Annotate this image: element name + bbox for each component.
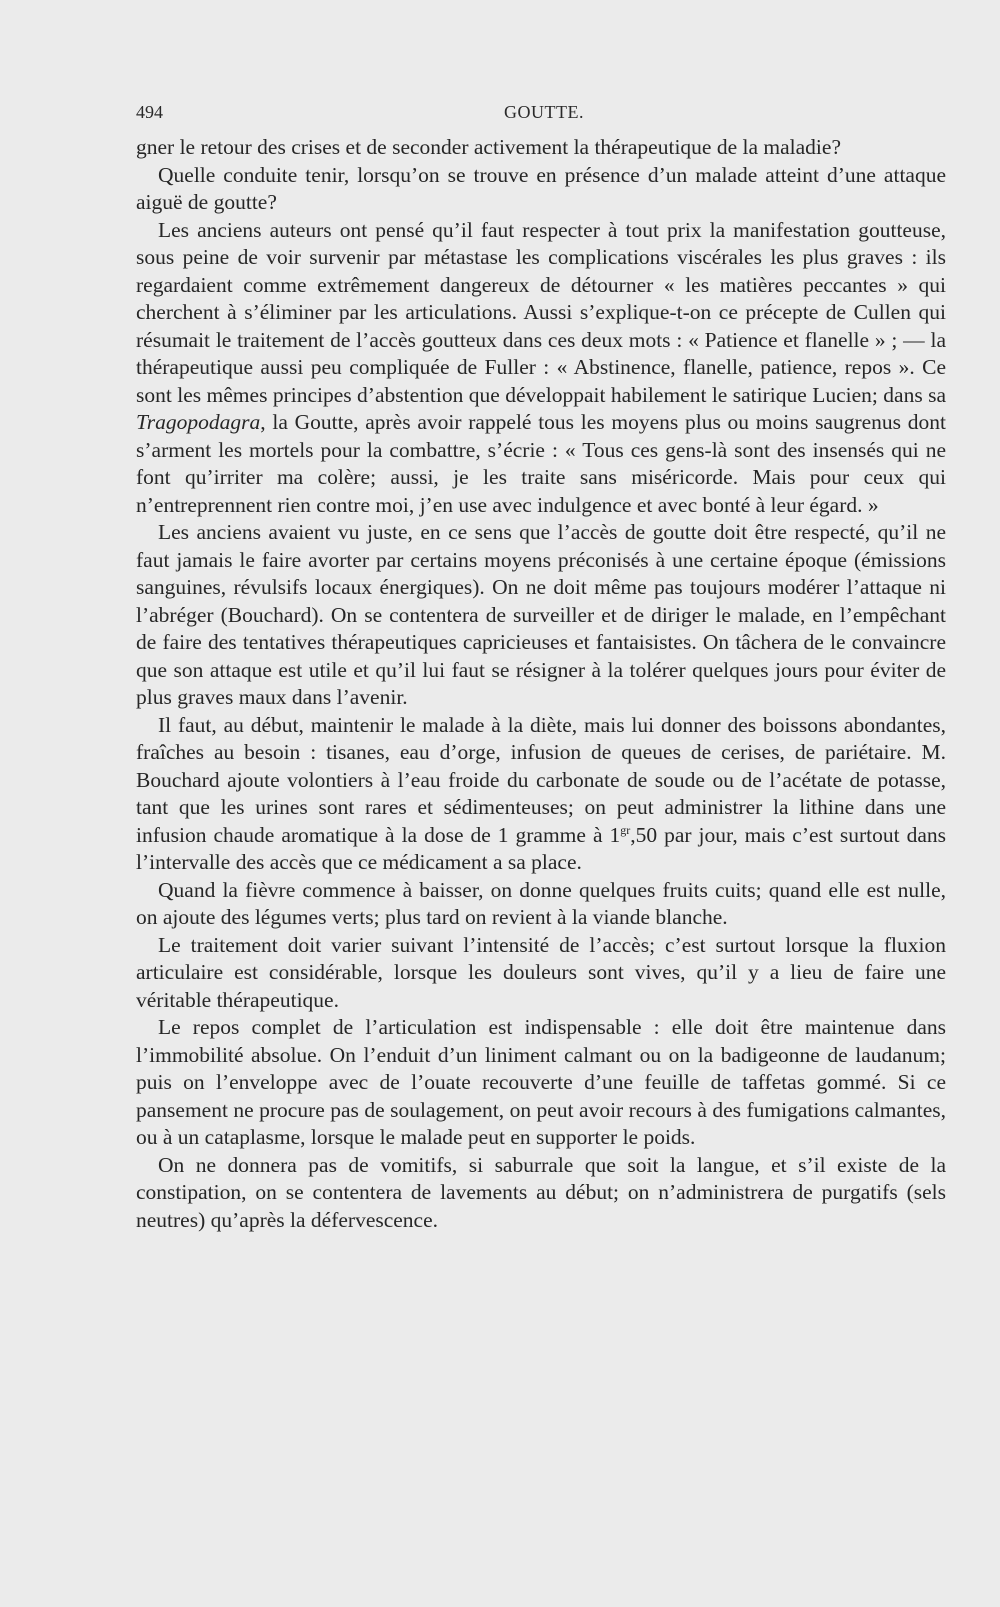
paragraph-3-text-a: Les anciens auteurs ont pensé qu’il faut respecter à tout prix la manifestation goutteuse, sous peine de voir survenir par métastase les complications viscérales les plus graves : ils regardaient comme extrêmement dangereux de détourner « les matières peccantes » qui cherchent à s’éliminer par les articulations. Aussi s’explique-t-on ce précepte de Cullen qui résumait le traitement de l’accès goutteux dans ces deux mots : « Patience et flanelle » ; — la thérapeutique aussi peu compliquée de Fuller : « Abstinence, flanelle, patience, repos ». Ce sont les mêmes principes d’abstention que développait habilement le satirique Lucien; dans sa	[136, 217, 946, 407]
body-text	[136, 134, 946, 1234]
paragraph-9: On ne donnera pas de vomitifs, si saburrale que soit la langue, et s’il existe de la constipation, on se contentera de lavements au début; on n’administrera de purgatifs (sels neutres) qu’après la défervescence.	[136, 1152, 946, 1232]
paragraph-1: gner le retour des crises et de seconder activement la thérapeutique de la maladie?	[136, 135, 841, 159]
page-number: 494	[136, 102, 163, 122]
paragraph-2: Quelle conduite tenir, lorsqu’on se trouve en présence d’un malade atteint d’une attaque aiguë de goutte?	[136, 162, 946, 214]
paragraph-8: Le repos complet de l’articulation est indispensable : elle doit être maintenue dans l’immobilité absolue. On l’enduit d’un liniment calmant ou on la badigeonne de laudanum; puis on l’enveloppe avec de l’ouate recouverte d’une feuille de taffetas gommé. Si ce pansement ne procure pas de soulagement, on peut avoir recours à des fumigations calmantes, ou à un cataplasme, lorsque le malade peut en supporter le poids.	[136, 1015, 946, 1149]
paragraph-7: Le traitement doit varier suivant l’intensité de l’accès; c’est surtout lorsque la fluxion articulaire est considérable, lorsque les douleurs sont vives, qu’il y a lieu de faire une véritable thérapeutique.	[136, 932, 946, 1012]
running-head: GOUTTE.	[504, 102, 584, 122]
page-header	[136, 102, 946, 132]
paragraph-5	[136, 712, 946, 877]
book-title-italic: Tragopodagra	[136, 410, 261, 434]
paragraph-3	[136, 217, 946, 520]
unit-superscript: gr	[620, 822, 631, 837]
paragraph-6: Quand la fièvre commence à baisser, on donne quelques fruits cuits; quand elle est nulle, on ajoute des légumes verts; plus tard on revient à la viande blanche.	[136, 877, 946, 929]
paragraph-4: Les anciens avaient vu juste, en ce sens que l’accès de goutte doit être respecté, qu’il ne faut jamais le faire avorter par certains moyens préconisés à une certaine époque (émissions sanguines, révulsifs locaux énergiques). On ne doit même pas toujours modérer l’attaque ni l’abréger (Bouchard). On se contentera de surveiller et de diriger le malade, en l’empêchant de faire des tentatives thérapeutiques capricieuses et fantaisistes. On tâchera de le convaincre que son attaque est utile et qu’il lui faut se résigner à la tolérer quelques jours pour éviter de plus graves maux dans l’avenir.	[136, 520, 946, 709]
paragraph-3-text-b: , la Goutte, après avoir rappelé tous les moyens plus ou moins saugrenus dont s’arment les mortels pour la combattre, s’écrie : « Tous ces gens-là sont des insensés qui ne font qu’irriter ma colère; aussi, je les traite sans miséricorde. Mais pour ceux qui n’entreprennent rien contre moi, j’en use avec indulgence et avec bonté à leur égard. »	[136, 410, 946, 517]
paragraph-5-text-b: ,50 par jour, mais c’est surtout dans l’intervalle des accès que ce médicament a sa place.	[136, 822, 946, 874]
paragraph-5-text-a: Il faut, au début, maintenir le malade à la diète, mais lui donner des boissons abondantes, fraîches au besoin : tisanes, eau d’orge, infusion de queues de cerises, de pariétaire. M. Bouchard ajoute volontiers à l’eau froide du carbonate de soude ou de l’acétate de potasse, tant que les urines sont rares et sédimenteuses; on peut administrer la lithine dans une infusion chaude aromatique à la dose de 1 gramme à 1	[136, 712, 946, 847]
